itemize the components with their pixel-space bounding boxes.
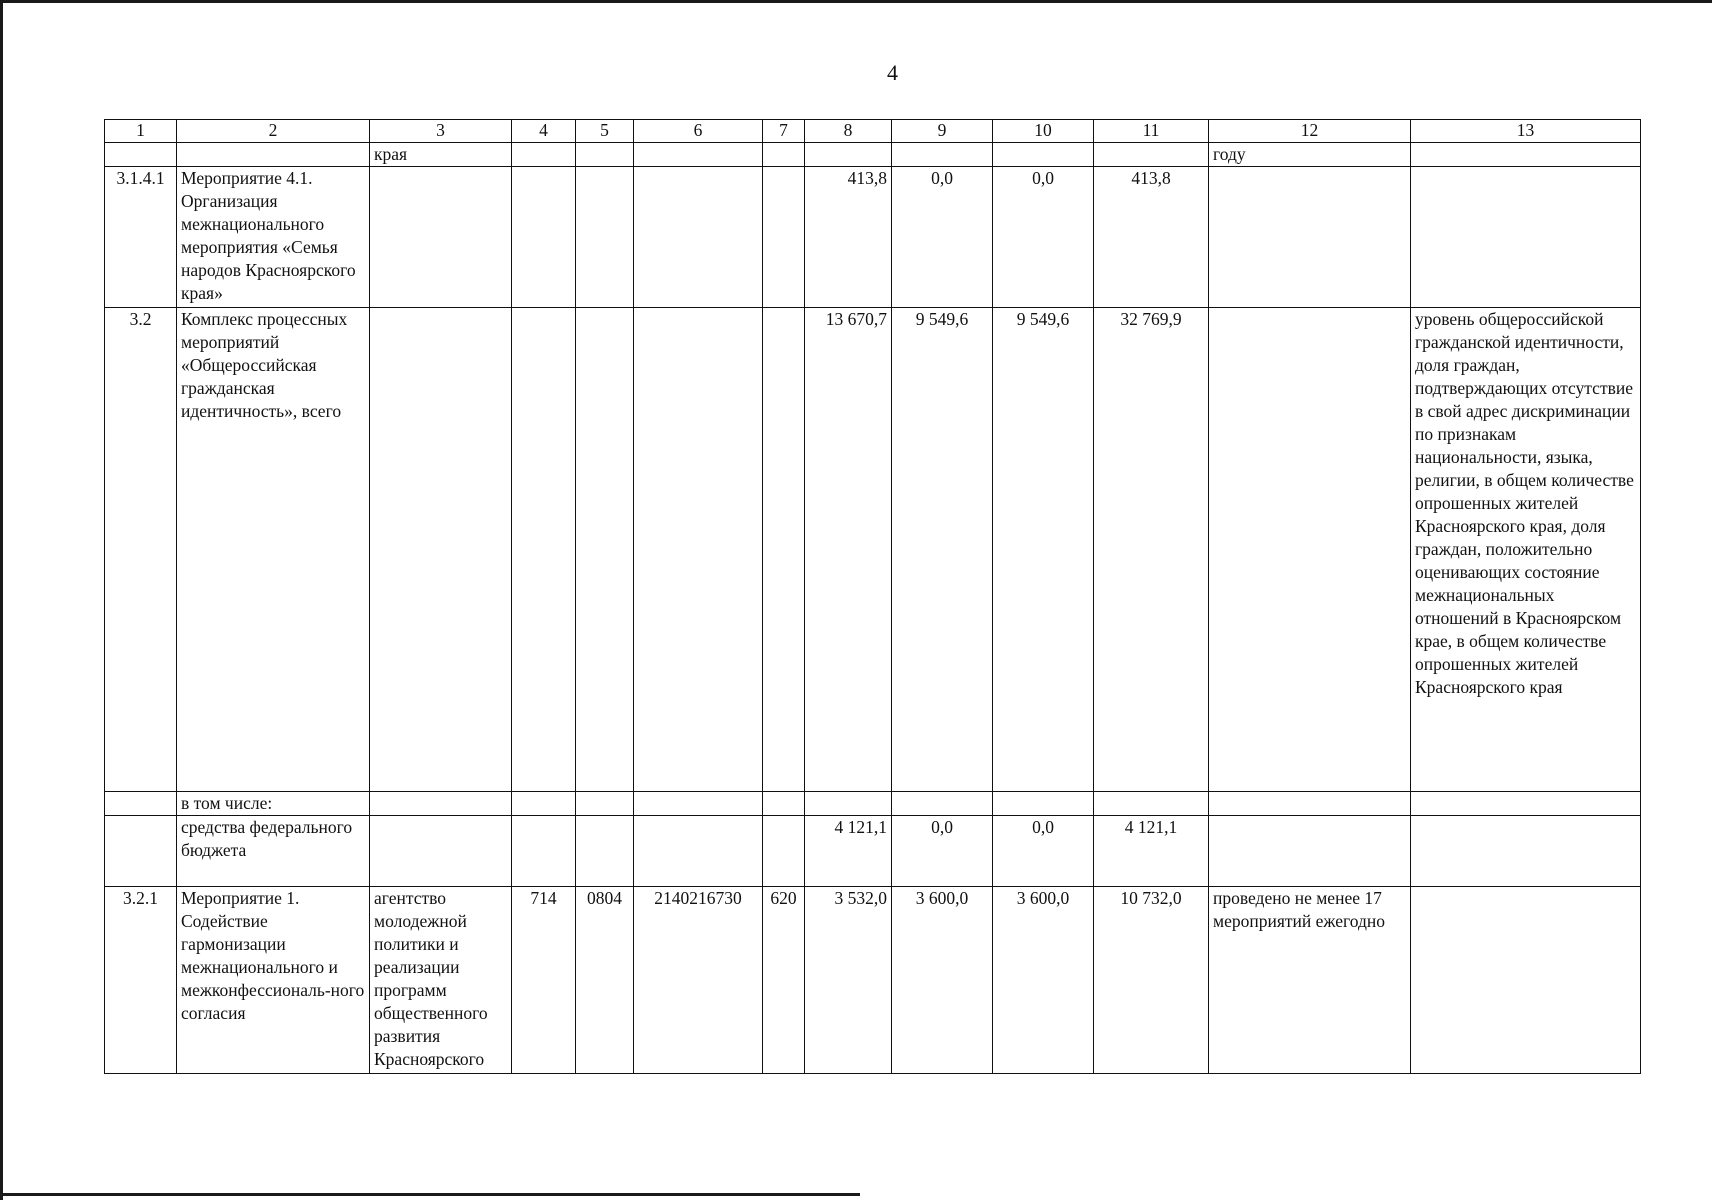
continuation-row bbox=[105, 143, 1641, 167]
table-row-3-2-1 bbox=[105, 887, 1641, 1074]
row-name: Мероприятие 1. Содействие гармонизации межнационального и межконфессиональ-ного согласия bbox=[177, 887, 370, 1074]
column-number-cell: 13 bbox=[1411, 120, 1641, 143]
row-code: 3.2.1 bbox=[105, 887, 177, 1074]
target-article-code: 2140216730 bbox=[634, 887, 763, 1074]
grbs-code: 714 bbox=[512, 887, 576, 1074]
table-row-including bbox=[105, 792, 1641, 816]
value-year-1: 4 121,1 bbox=[805, 816, 892, 887]
value-year-1: 3 532,0 bbox=[805, 887, 892, 1074]
column-number-cell: 6 bbox=[634, 120, 763, 143]
column-number-cell: 3 bbox=[370, 120, 512, 143]
table-row-3-2 bbox=[105, 308, 1641, 792]
value-year-3: 9 549,6 bbox=[993, 308, 1094, 792]
including-label: в том числе: bbox=[177, 792, 370, 816]
column-number-cell: 4 bbox=[512, 120, 576, 143]
executor-continuation: края bbox=[370, 143, 512, 167]
value-year-1: 413,8 bbox=[805, 167, 892, 308]
table-row-3-1-4-1 bbox=[105, 167, 1641, 308]
value-year-2: 0,0 bbox=[892, 816, 993, 887]
value-year-3: 0,0 bbox=[993, 816, 1094, 887]
result-continuation: году bbox=[1209, 143, 1411, 167]
column-number-cell: 2 bbox=[177, 120, 370, 143]
row-name: Мероприятие 4.1. Организация межнационального мероприятия «Семья народов Красноярского края» bbox=[177, 167, 370, 308]
row-code: 3.2 bbox=[105, 308, 177, 792]
value-year-2: 3 600,0 bbox=[892, 887, 993, 1074]
row-name: Комплекс процессных мероприятий «Общероссийская гражданская идентичность», всего bbox=[177, 308, 370, 792]
expected-result: проведено не менее 17 мероприятий ежегодно bbox=[1209, 887, 1411, 1074]
scan-edge-bottom bbox=[0, 1193, 860, 1196]
executor: агентство молодежной политики и реализации программ общественного развития Красноярского bbox=[370, 887, 512, 1074]
program-table bbox=[104, 119, 1641, 1074]
column-number-cell: 5 bbox=[576, 120, 634, 143]
value-total: 32 769,9 bbox=[1094, 308, 1209, 792]
value-year-2: 9 549,6 bbox=[892, 308, 993, 792]
value-year-2: 0,0 bbox=[892, 167, 993, 308]
column-number-cell: 10 bbox=[993, 120, 1094, 143]
column-number-cell: 1 bbox=[105, 120, 177, 143]
value-total: 413,8 bbox=[1094, 167, 1209, 308]
value-year-3: 0,0 bbox=[993, 167, 1094, 308]
column-number-cell: 12 bbox=[1209, 120, 1411, 143]
value-total: 10 732,0 bbox=[1094, 887, 1209, 1074]
value-year-1: 13 670,7 bbox=[805, 308, 892, 792]
column-number-cell: 8 bbox=[805, 120, 892, 143]
scan-edge-top bbox=[0, 0, 1712, 3]
row-name: средства федерального бюджета bbox=[177, 816, 370, 887]
value-total: 4 121,1 bbox=[1094, 816, 1209, 887]
row-code: 3.1.4.1 bbox=[105, 167, 177, 308]
column-number-cell: 7 bbox=[763, 120, 805, 143]
target-indicator: уровень общероссийской гражданской идентичности, доля граждан, подтверждающих отсутствие в свой адрес дискриминации по признакам национальности, языка, религии, в общем количестве опрошенных жителей Красноярского края, доля граждан, положительно оценивающих состояние межнациональных отношений в Красноярском крае, в общем количестве опрошенных жителей Красноярского края bbox=[1411, 308, 1641, 792]
scan-edge-left bbox=[0, 0, 3, 1200]
column-number-cell: 11 bbox=[1094, 120, 1209, 143]
table-row-federal-budget bbox=[105, 816, 1641, 887]
column-number-cell: 9 bbox=[892, 120, 993, 143]
section-code: 0804 bbox=[576, 887, 634, 1074]
value-year-3: 3 600,0 bbox=[993, 887, 1094, 1074]
column-number-row bbox=[105, 120, 1641, 143]
expense-type-code: 620 bbox=[763, 887, 805, 1074]
page-number: 4 bbox=[887, 60, 898, 85]
